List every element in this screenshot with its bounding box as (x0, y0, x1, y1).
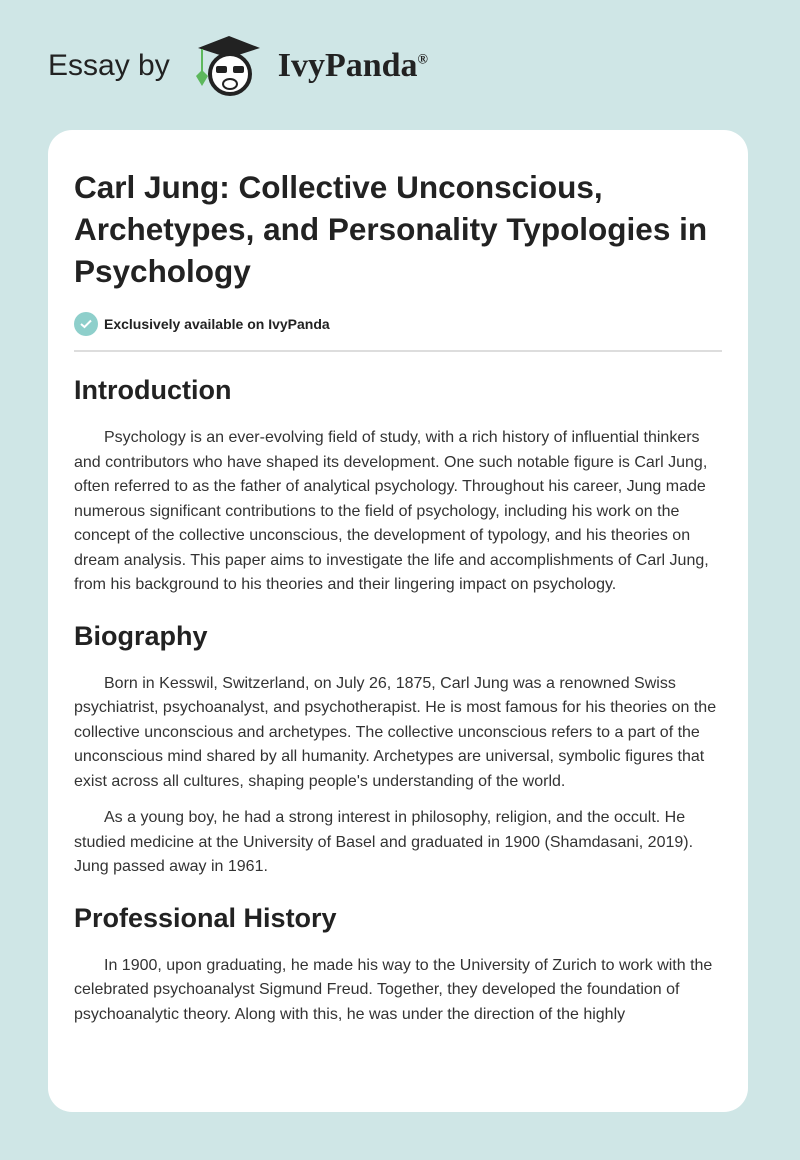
exclusive-badge (74, 312, 722, 336)
section-heading: Biography (74, 620, 208, 651)
panda-logo-icon (188, 34, 270, 98)
paragraph: As a young boy, he had a strong interest in philosophy, religion, and the occult. He studied medicine at the University of Basel and graduated in 1900 (Shamdasani, 2019). Jung passed away in 1961. (74, 809, 694, 875)
essay-title: Carl Jung: Collective Unconscious, Archetypes, and Personality Typologies in Psychology (74, 169, 708, 289)
brand-name: IvyPanda® (277, 47, 429, 84)
exclusive-text: Exclusively available on IvyPanda (104, 316, 330, 332)
section-heading: Introduction (74, 375, 232, 405)
section-heading: Professional History (74, 902, 337, 933)
paragraph: In 1900, upon graduating, he made his way to the University of Zurich to work with the celebrated psychoanalyst Sigmund Freud. Together, they developed the foundation of psychoanalytic theory. Along with this, he was under the direction of the highly (74, 956, 713, 1023)
essay-card (48, 130, 748, 1112)
paragraph: Born in Kesswil, Switzerland, on July 26, 1875, Carl Jung was a renowned Swiss psychiatrist, psychoanalyst, and psychotherapist. He is most famous for his theories on the collective unconscious and archetypes. The collective unconscious refers to a part of the unconscious mind shared by all humanity. Archetypes are universal, symbolic figures that exist across all cultures, shaping people's understanding of the world. (74, 674, 717, 790)
brand-logo[interactable] (48, 36, 428, 96)
check-icon (74, 312, 98, 336)
divider (74, 350, 722, 352)
brand-prefix: Essay by (48, 49, 170, 82)
paragraph: Psychology is an ever-evolving field of study, with a rich history of influential thinkers and contributors who have shaped its development. One such notable figure is Carl Jung, often referred to as the father of analytical psychology. Throughout his career, Jung made numerous significant contributions to the field of psychology, including his work on the concept of the collective unconscious, the development of typology, and his theories on dream analysis. This paper aims to investigate the life and accomplishments of Carl Jung, from his background to his theories and their lingering impact on psychology. (74, 429, 709, 593)
